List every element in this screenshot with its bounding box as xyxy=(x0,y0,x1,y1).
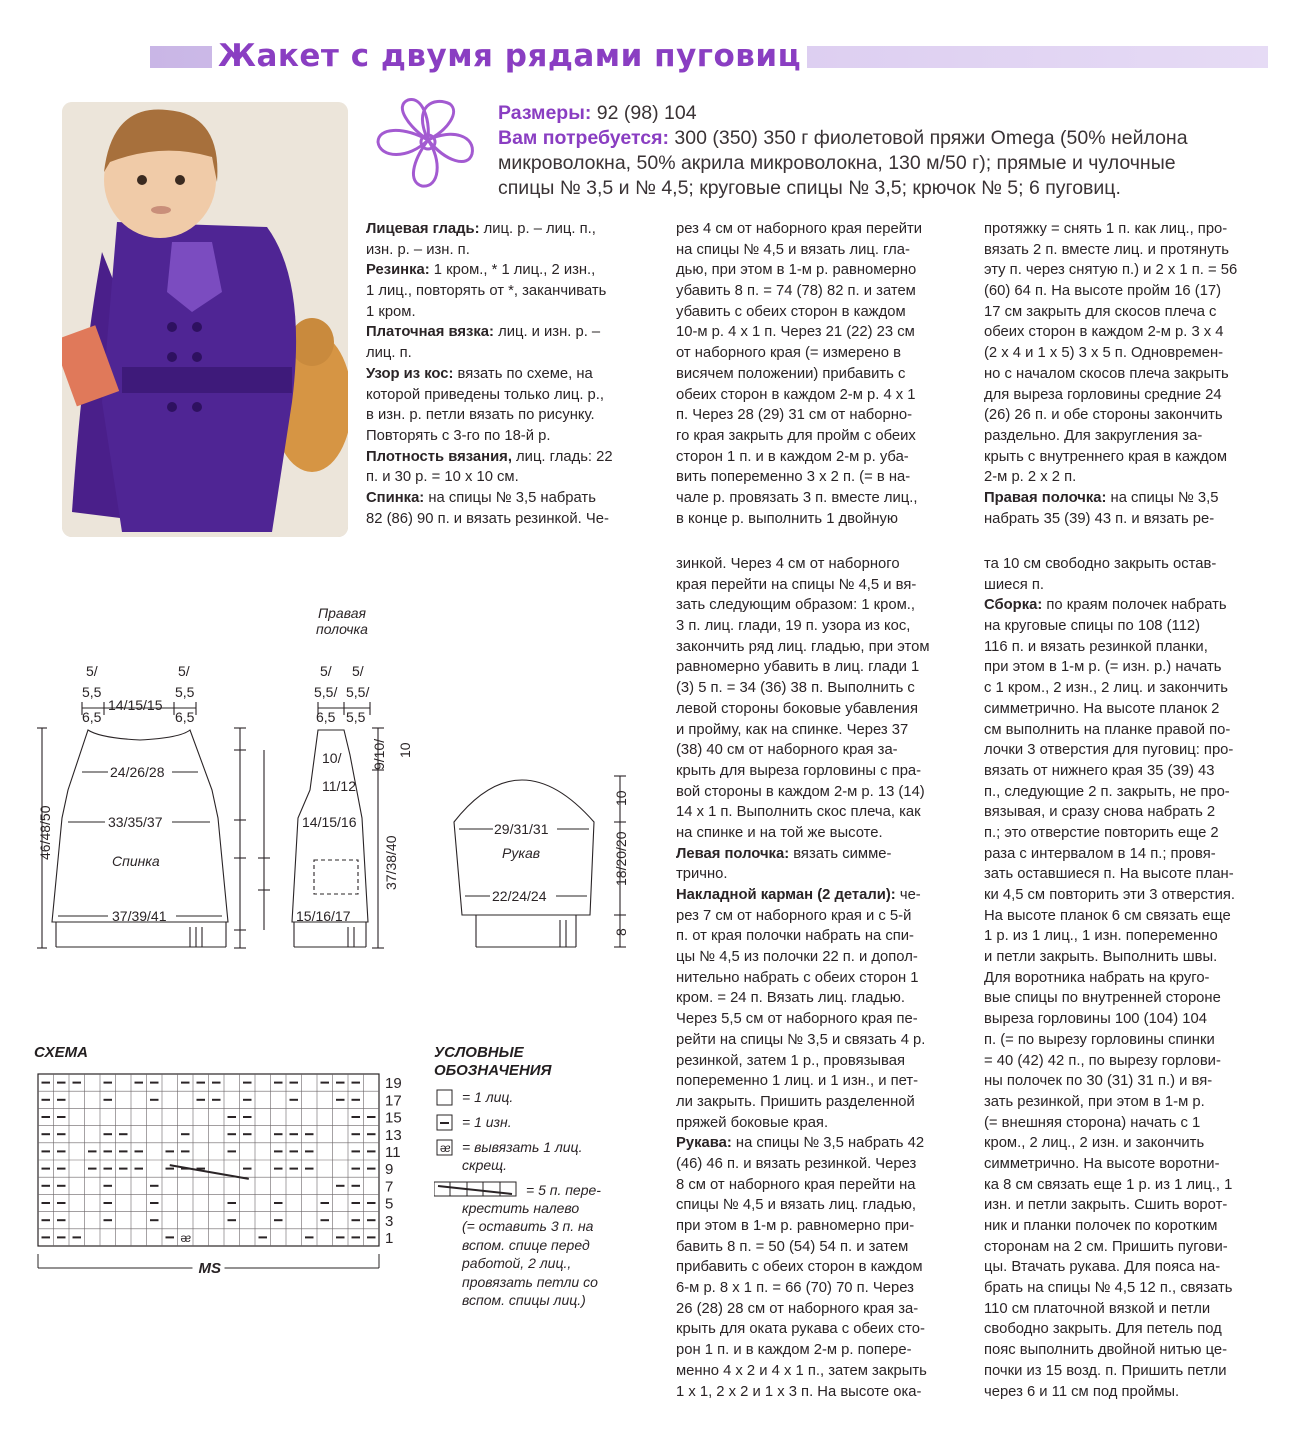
row-number: 9 xyxy=(385,1161,394,1179)
dim-label: 5/ xyxy=(178,663,190,679)
row-number: 11 xyxy=(385,1144,401,1161)
child-photo xyxy=(62,102,348,537)
dim-label: 10 xyxy=(397,742,413,758)
svg-text:ᴂ: ᴂ xyxy=(440,1141,451,1155)
pattern-schematics xyxy=(0,590,660,970)
dim-label: 33/35/37 xyxy=(108,814,163,830)
legend-cable-line: = 5 п. пере- xyxy=(526,1182,601,1198)
dim-label: 6,5 xyxy=(316,709,336,725)
scheme-title: СХЕМА xyxy=(34,1044,88,1061)
dim-label: 11/12 xyxy=(322,778,356,794)
legend-title: УСЛОВНЫЕ ОБОЗНАЧЕНИЯ xyxy=(434,1044,552,1079)
dim-label: 24/26/28 xyxy=(110,764,165,780)
row-number: 15 xyxy=(385,1109,402,1127)
dim-label: 15/16/17 xyxy=(296,908,351,924)
dim-label: 10 xyxy=(613,790,629,806)
row-number: 17 xyxy=(385,1092,402,1110)
knitting-scheme-grid xyxy=(30,1066,420,1296)
flower-icon xyxy=(372,96,484,194)
row-number: 1 xyxy=(385,1230,394,1247)
ms-label: MS xyxy=(198,1260,221,1277)
row-number: 13 xyxy=(385,1126,402,1144)
materials-line-1: Вам потребуется: 300 (350) 350 г фиолетовой пряжи Omega (50% нейлона xyxy=(498,127,1188,149)
dim-label: 10/ xyxy=(322,750,342,766)
legend-cable-desc: крестить налево (= оставить 3 п. на вспом. спице перед работой, 2 лиц., провязать петли со вспом. спицы лиц.) xyxy=(462,1200,598,1309)
dim-label: 5,5 xyxy=(82,684,102,700)
piece-name: Спинка xyxy=(112,853,160,869)
dim-label: 37/39/41 xyxy=(112,908,167,924)
row-number: 3 xyxy=(385,1212,394,1230)
text-column-2: рез 4 см от наборного края перейти на спицы № 4,5 и вязать лиц. гла- дью, при этом в 1-м р. равномерно убавить 8 п. = 74 (78) 82 п. и затем убавить с обеих сторон в каждом 10-м р. 4 x 1 п. Через 21 (22) 23 см от наборного края (= измерено в висячем положении) прибавить с обеих сторон в каждом 2-м р. 4 x 1 п. Через 28 (29) 31 см от наборно- го края закрыть для пройм с обеих сторон 1 п. и в каждом 2-м р. уба- вить попеременно 3 x 2 п. (= в на- чале р. провязать 3 п. вместе лиц., в конце р. выполнить 1 двойную xyxy=(676,221,923,527)
piece-name: Рукав xyxy=(502,845,541,861)
twisted-mark: ᴂ xyxy=(180,1231,192,1245)
dim-label: 8 xyxy=(613,928,629,936)
dim-label: 5/ xyxy=(320,663,332,679)
dim-label: 5,5 xyxy=(175,684,195,700)
piece-caption: Правая xyxy=(318,605,366,621)
piece-caption: полочка xyxy=(316,621,368,637)
dim-label: 5,5/ xyxy=(346,684,370,700)
dim-label: 14/15/15 xyxy=(108,697,163,713)
knit-symbol xyxy=(437,1090,452,1105)
legend-twisted: = вывязать 1 лиц. скрещ. xyxy=(462,1139,583,1174)
text-column-5: та 10 см свободно закрыть остав- шиеся п. Сборка: по краям полочек набрать на круговые спицы по 108 (112) 116 п. и вязать резинкой планки, при этом в 1-м р. (= изн. р.) начать с 1 кром., 2 изн., 2 лиц. и закончить симметрично. На высоте планок 2 см выполнить на планке правой по- лочки 3 отверстия для пуговиц: про- вязать от нижнего края 35 (39) 43 п., следующие 2 п. закрыть, не про- вязывая, и сразу снова набрать 2 п.; это отверстие повторить еще 2 раза с интервалом в 14 п.; провя- зать оставшиеся п. На высоте план- ки 4,5 см повторить эти 3 отверстия. На высоте планок 6 см связать еще 1 р. из 1 лиц., 1 изн. попеременно и петли закрыть. Выполнить швы. Для воротника набрать на круго- вые спицы по внутренней стороне выреза горловины 100 (104) 104 п. (= по вырезу горловины спинки = 40 (42) 42 п., по вырезу горлови- ны полочек по 30 (31) 31 п.) и вя- зать резинкой, при этом в 1-м р. (= внешняя сторона) начать с 1 кром., 2 лиц., 2 изн. и закончить симметрично. На высоте воротни- ка 8 см связать еще 1 р. из 1 лиц., 1 изн. и петли закрыть. Сшить ворот- ник и планки полочек по коротким сторонам на 2 см. Пришить пугови- цы. Втачать рукава. Для пояса на- брать на спицы № 4,5 12 п., связать 110 см платочной вязкой и петли свободно закрыть. Для петель под пояс выполнить двойной нитью це- почки из 15 возд. п. Пришить петли через 6 и 11 см под проймы. xyxy=(984,556,1236,1400)
page-title: Жакет с двумя рядами пуговиц xyxy=(212,38,807,74)
dim-label: 29/31/31 xyxy=(494,821,549,837)
materials-line-2: микроволокна, 50% акрила микроволокна, 130 м/50 г); прямые и чулочные xyxy=(498,152,1176,174)
text-column-3: протяжку = снять 1 п. как лиц., про- вязать 2 п. вместе лиц. и протянуть эту п. через снятую п.) и 2 x 1 п. = 56 (60) 64 п. На высоте пройм 16 (17) 17 см закрыть для скосов плеча с обеих сторон в каждом 2-м р. 3 x 4 (2 x 4 и 1 x 5) 3 x 5 п. Одновремен- но с началом скосов плеча закрыть для выреза горловины средние 24 (26) 26 п. и обе стороны закончить раздельно. Для закругления за- крыть с внутреннего края в каждом 2-м р. 2 x 2 п. Правая полочка: на спицы № 3,5 набрать 35 (39) 43 п. и вязать ре- xyxy=(984,221,1238,527)
dim-label: 22/24/24 xyxy=(492,888,547,904)
text-column-1: Лицевая гладь: лиц. р. – лиц. п., изн. р. – изн. п. Резинка: 1 кром., * 1 лиц., 2 изн., 1 лиц., повторять от *, заканчивать 1 кром. Платочная вязка: лиц. и изн. р. – лиц. п. Узор из кос: вязать по схеме, на которой приведены только лиц. р., в изн. р. петли вязать по рисунку. Повторять с 3-го по 18-й р. Плотность вязания, лиц. гладь: 22 п. и 30 р. = 10 x 10 см. Спинка: на спицы № 3,5 набрать 82 (86) 90 п. и вязать резинкой. Че- xyxy=(366,221,613,527)
dim-label: 5/ xyxy=(86,663,98,679)
sizes-line: Размеры: 92 (98) 104 xyxy=(498,102,697,124)
dim-label: 6,5 xyxy=(82,709,102,725)
dim-label: 14/15/16 xyxy=(302,814,357,830)
dim-label: 37/38/40 xyxy=(383,835,399,890)
row-number: 7 xyxy=(385,1178,394,1196)
dim-label: 18/20/20 xyxy=(613,831,629,886)
legend-knit: = 1 лиц. xyxy=(462,1089,514,1105)
dim-label: 9/10/ xyxy=(371,738,387,770)
text-column-4: зинкой. Через 4 см от наборного края перейти на спицы № 4,5 и вя- зать следующим образом: 1 кром., 3 п. лиц. глади, 19 п. узора из кос, закончить ряд лиц. гладью, при этом равномерно убавить в лиц. глади 1 (3) 5 п. = 34 (36) 38 п. Выполнить с левой стороны боковые убавления и пройму, как на спинке. Через 37 (38) 40 см от наборного края за- крыть для выреза горловины с пра- вой стороны в каждом 2-м р. 13 (14) 14 x 1 п. Выполнить скос плеча, как на спинке и на той же высоте. Левая полочка: вязать симме- трично. Накладной карман (2 детали): че- рез 7 см от наборного края и с 5-й п. от края полочки набрать на спи- цы № 4,5 из полочки 22 п. и допол- нительно набрать с обеих сторон 1 кром. = 24 п. Вязать лиц. гладью. Через 5,5 см от наборного края пе- рейти на спицы № 3,5 и связать 4 р. резинкой, затем 1 р., провязывая попеременно 1 лиц. и 1 изн., и пет- ли закрыть. Пришить разделенной пряжей боковые края. Рукава: на спицы № 3,5 набрать 42 (46) 46 п. и вязать резинкой. Через 8 см от наборного края перейти на спицы № 4,5 и вязать лиц. гладью, при этом в 1-м р. равномерно при- бавить 8 п. = 50 (54) 54 п. и затем прибавить с обеих сторон в каждом 6-м р. 8 x 1 п. = 66 (70) 70 п. Через 26 (28) 28 см от наборного края за- крыть для оката рукава с обеих сто- рон 1 п. и в каждом 2-м р. попере- менно 4 x 2 и 4 x 1 п., затем закрыть 1 x 1, 2 x 2 и 1 x 3 п. На высоте ока- xyxy=(676,556,930,1400)
child-illustration xyxy=(62,102,348,537)
row-number: 5 xyxy=(385,1195,394,1213)
dim-label: 46/48/50 xyxy=(37,805,53,860)
dim-label: 5/ xyxy=(352,663,364,679)
materials-line-3: спицы № 3,5 и № 4,5; круговые спицы № 3,5; крючок № 5; 6 пуговиц. xyxy=(498,177,1121,199)
row-number: 19 xyxy=(385,1075,402,1093)
dim-label: 6,5 xyxy=(175,709,195,725)
dim-label: 5,5 xyxy=(346,709,366,725)
legend-purl: = 1 изн. xyxy=(462,1114,512,1130)
dim-label: 5,5/ xyxy=(314,684,338,700)
